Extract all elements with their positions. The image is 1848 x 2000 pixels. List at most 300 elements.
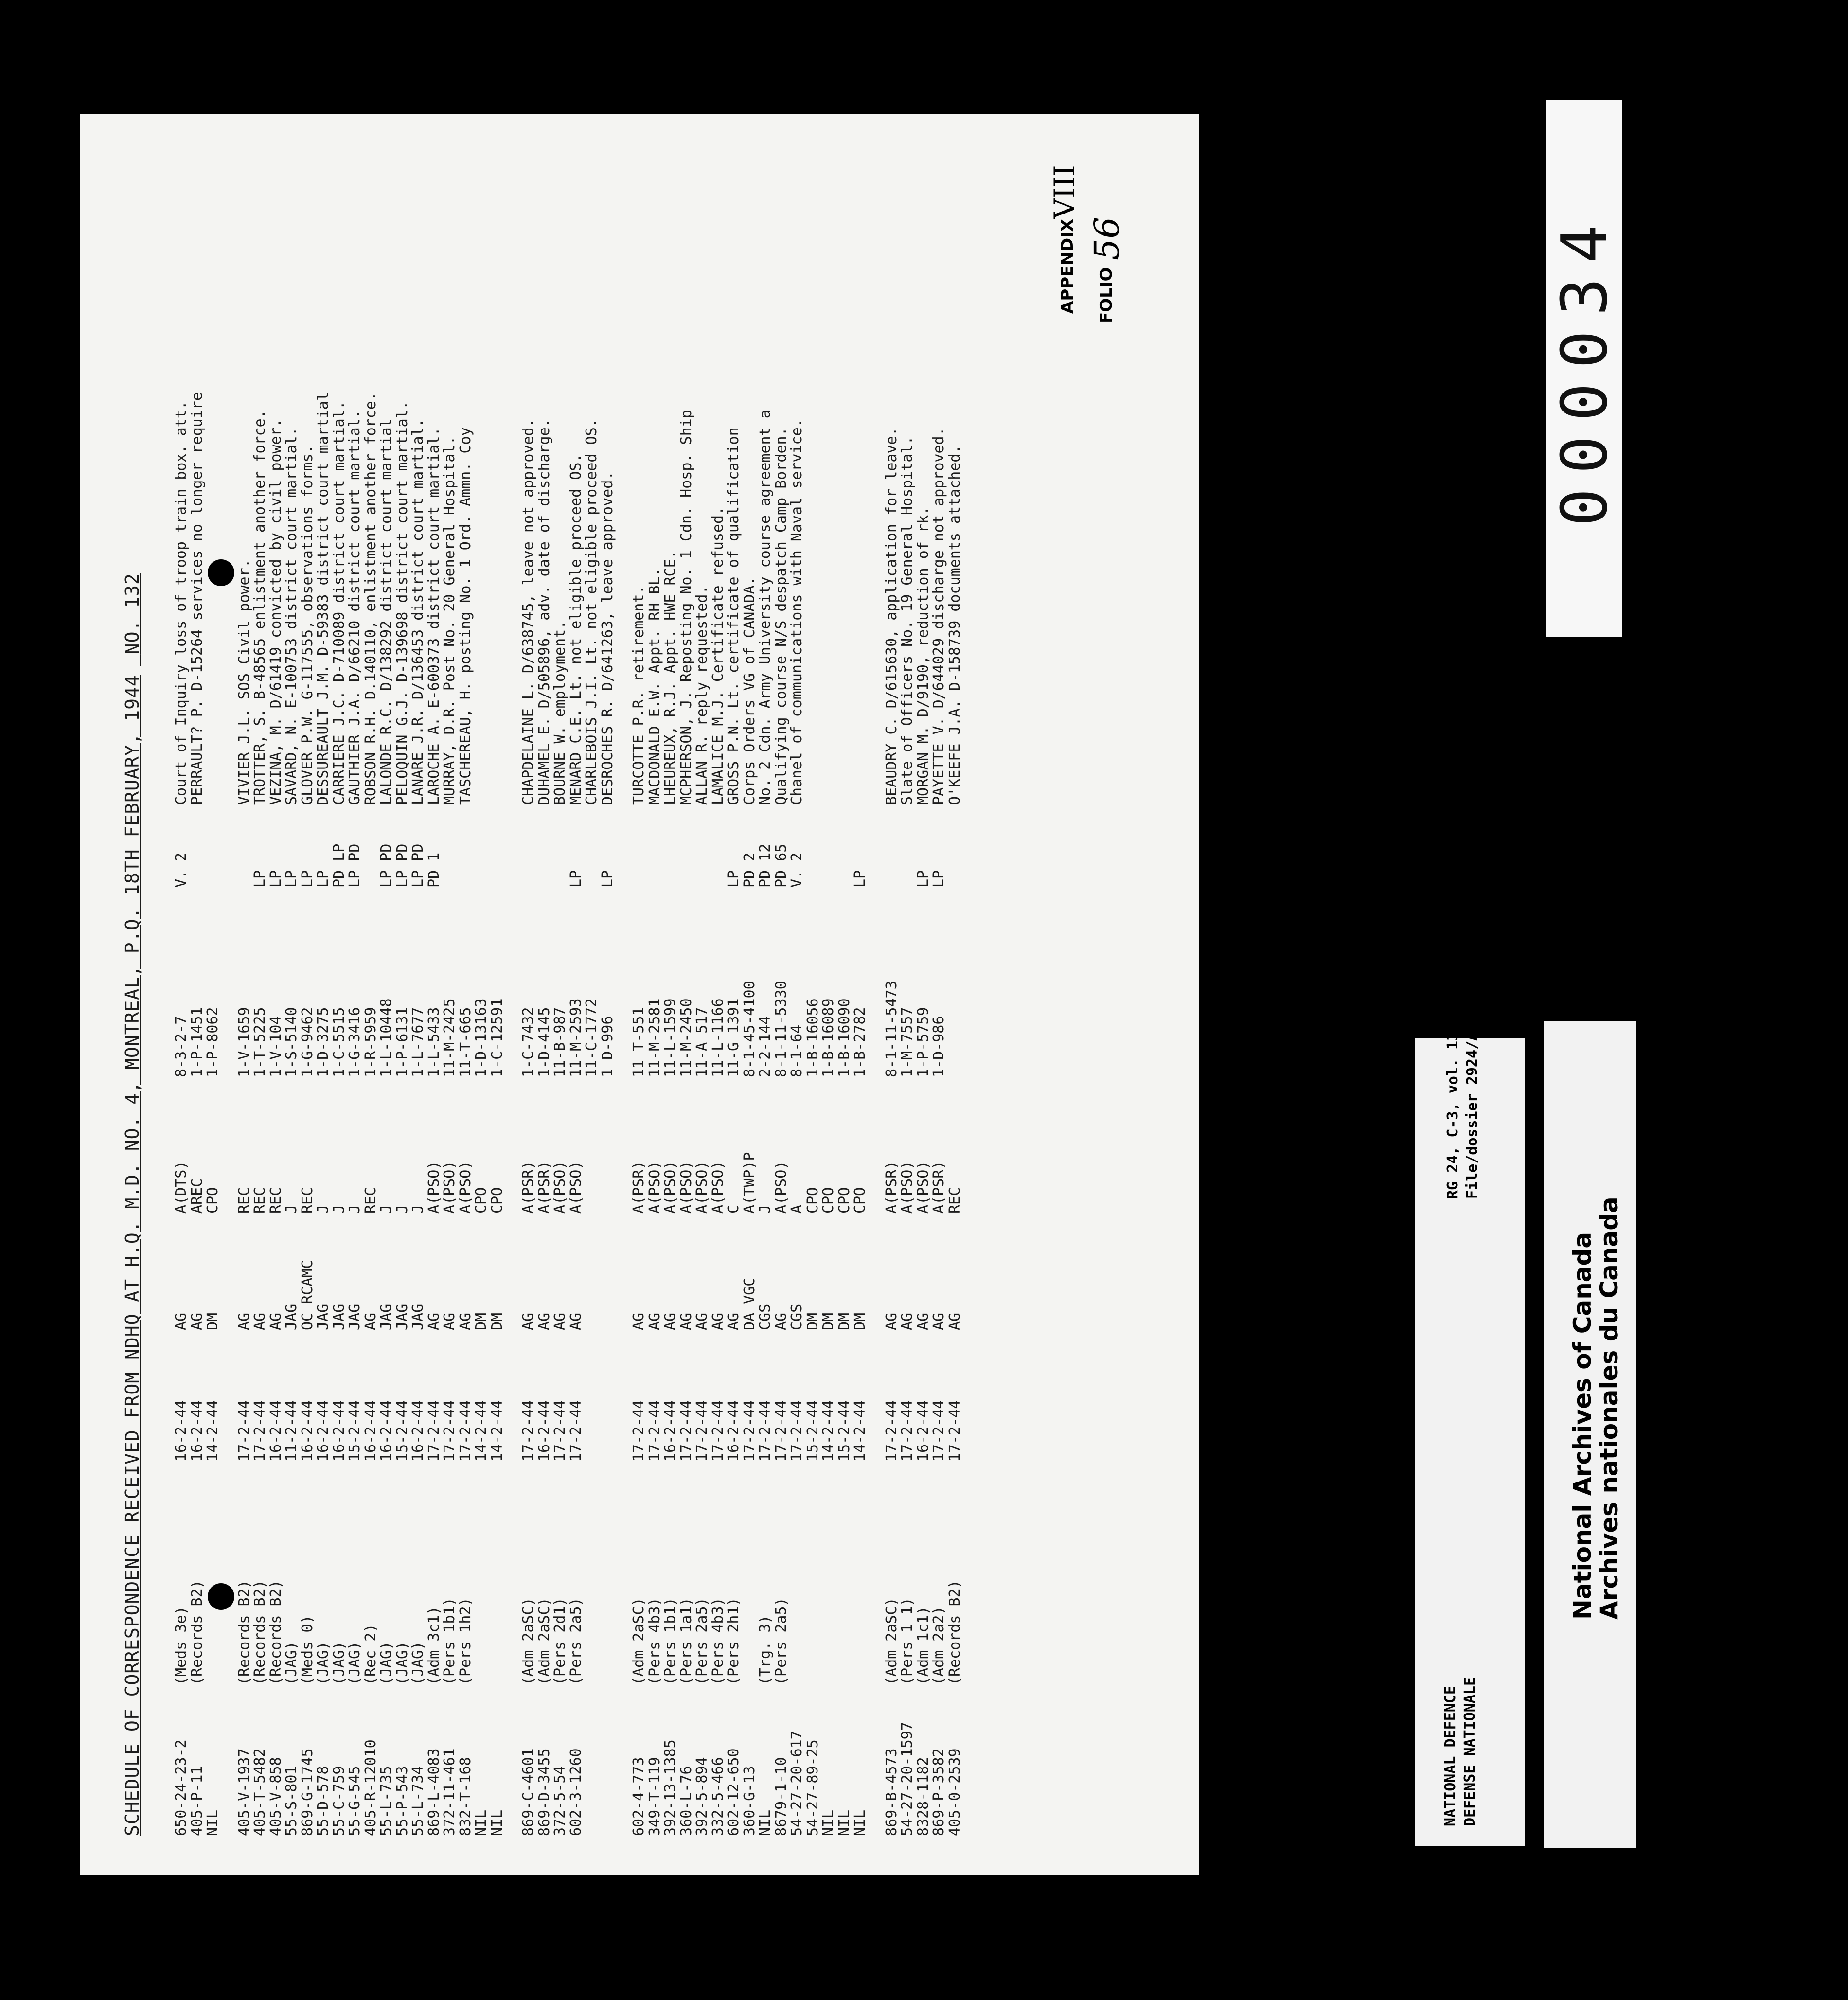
cell-file: 8679-1-10: [772, 1757, 790, 1836]
cell-from: AG: [567, 1312, 585, 1330]
cell-file: 372-5-54: [551, 1766, 569, 1836]
cell-no: 1-D-4145: [535, 1007, 553, 1077]
table-row: [693, 163, 710, 1836]
cell-subj: TURCOTTE P.R. retirement.: [630, 585, 647, 805]
appendix-label: APPENDIX: [1058, 219, 1077, 314]
cell-file: NIL: [852, 1809, 869, 1836]
cell-no: 8-1-11-5473: [883, 981, 900, 1077]
cell-from: OC RCAMC: [299, 1260, 316, 1330]
cell-ref: (Pers 2a5): [772, 1597, 790, 1685]
table-row: [299, 163, 315, 1836]
cell-st: LP: [914, 870, 932, 888]
table-row: [599, 163, 615, 1836]
cell-date: 16-2-44: [914, 1400, 932, 1462]
table-row: [852, 163, 868, 1836]
table-row: [536, 163, 552, 1836]
file-reference: File/dossier 2924/A&Q: [1464, 1014, 1481, 1199]
cell-to: J: [346, 1204, 363, 1214]
cell-to: J: [378, 1204, 395, 1214]
stamp-number: 000034: [1547, 210, 1621, 527]
cell-ref: (Pers 1 1): [899, 1597, 916, 1685]
cell-st: PD 65: [772, 843, 790, 888]
cell-subj: Chanel of communications with Naval service.: [788, 418, 805, 805]
cell-ref: (Rec 2): [362, 1624, 379, 1685]
cell-from: CGS: [757, 1304, 774, 1330]
table-row: [173, 163, 189, 1836]
cell-subj: LAMALICE M.J. Certificate refused.: [709, 506, 727, 805]
cell-date: 17-2-44: [520, 1400, 537, 1462]
cell-no: 1-B-16056: [804, 998, 821, 1077]
cell-file: 55-G-545: [346, 1766, 363, 1836]
cell-no: 1-G-9462: [299, 1007, 316, 1077]
cell-file: 360-L-76: [677, 1766, 695, 1836]
cell-subj: LAROCHE A. E-600373 district court martial.: [425, 427, 443, 805]
cell-to: J: [330, 1204, 348, 1214]
cell-file: 360-G-13: [741, 1766, 758, 1836]
cell-to: AREC: [188, 1178, 206, 1214]
table-row: [267, 163, 284, 1836]
cell-subj: CARRIERE J.C. D-710089 district court martial.: [330, 401, 348, 805]
cell-to: REC: [251, 1187, 268, 1214]
table-row: [362, 163, 378, 1836]
cell-file: 602-3-1260: [567, 1748, 585, 1836]
cell-date: 16-2-44: [535, 1400, 553, 1462]
table-row: [520, 163, 536, 1836]
cell-to: A(DTS): [173, 1161, 190, 1214]
cell-file: 55-C-759: [330, 1766, 348, 1836]
cell-file: 869-B-4573: [883, 1748, 900, 1836]
table-row: [426, 163, 442, 1836]
cell-date: 11-2-44: [283, 1400, 300, 1462]
cell-subj: MURRAY, D.R. Post No. 20 General Hospital.: [441, 436, 458, 805]
cell-date: 16-2-44: [173, 1400, 190, 1462]
cell-from: AG: [709, 1312, 727, 1330]
table-row: [441, 163, 457, 1836]
cell-st: LP: [283, 870, 300, 888]
cell-no: 11-M-2425: [441, 998, 458, 1077]
cell-to: CPO: [804, 1187, 821, 1214]
cell-date: 14-2-44: [473, 1400, 490, 1462]
cell-no: 8-1-11-5330: [772, 981, 790, 1077]
table-row: [236, 163, 252, 1836]
cell-file: 405-0-2539: [946, 1748, 963, 1836]
cell-from: DA VGC: [741, 1277, 758, 1330]
cell-from: AG: [441, 1312, 458, 1330]
cell-ref: (JAG): [378, 1641, 395, 1685]
cell-file: NIL: [820, 1809, 837, 1836]
rg-reference: RG 24, C-3, vol. 13948: [1444, 1005, 1461, 1199]
schedule-heading: [122, 231, 143, 1836]
cell-date: 16-2-44: [299, 1400, 316, 1462]
cell-date: 16-2-44: [662, 1400, 679, 1462]
cell-file: NIL: [488, 1809, 506, 1836]
table-row: [710, 163, 726, 1836]
cell-date: 17-2-44: [741, 1400, 758, 1462]
cell-from: JAG: [283, 1304, 300, 1330]
cell-ref: (Adm 2aSC): [535, 1597, 553, 1685]
cell-to: J: [315, 1204, 332, 1214]
cell-subj: PAYETTE V. D/644029 discharge not approved.: [930, 427, 947, 805]
cell-subj: MCPHERSON, J. Reposting No. 1 Cdn. Hosp. Ship: [677, 410, 695, 805]
cell-date: 17-2-44: [788, 1400, 805, 1462]
cell-file: 405-R-12010: [362, 1739, 379, 1836]
page-stamp: [1546, 100, 1622, 637]
cell-to: A(PSR): [520, 1161, 537, 1214]
cell-subj: Corps Orders VG of CANADA.: [741, 576, 758, 805]
cell-to: A(PSO): [899, 1161, 916, 1214]
cell-from: JAG: [409, 1304, 426, 1330]
cell-from: DM: [804, 1312, 821, 1330]
cell-file: 869-C-4601: [520, 1748, 537, 1836]
cell-no: 8-1-45-4100: [741, 981, 758, 1077]
cell-file: 54-27-20-1597: [899, 1722, 916, 1836]
cell-st: V. 2: [788, 852, 805, 888]
cell-date: 17-2-44: [757, 1400, 774, 1462]
cell-file: 869-P-3582: [930, 1748, 947, 1836]
cell-date: 17-2-44: [567, 1400, 585, 1462]
cell-from: CGS: [788, 1304, 805, 1330]
cell-from: AG: [535, 1312, 553, 1330]
cell-no: 1-P-1451: [188, 1007, 206, 1077]
cell-subj: ALLAN R. reply requested.: [693, 585, 711, 805]
cell-st: LP: [599, 870, 616, 888]
cell-file: 55-S-801: [283, 1766, 300, 1836]
cell-from: AG: [946, 1312, 963, 1330]
cell-st: LP: [567, 870, 585, 888]
cell-from: AG: [188, 1312, 206, 1330]
cell-to: C: [725, 1204, 742, 1214]
cell-ref: (Records B2): [235, 1580, 253, 1685]
cell-file: 332-5-466: [709, 1757, 727, 1836]
cell-to: CPO: [835, 1187, 853, 1214]
cell-ref: (Records B2): [946, 1580, 963, 1685]
cell-from: AG: [251, 1312, 268, 1330]
punch-hole: [208, 1583, 234, 1610]
cell-file: 602-4-773: [630, 1757, 647, 1836]
cell-date: 17-2-44: [693, 1400, 711, 1462]
cell-to: A(PSR): [535, 1161, 553, 1214]
cell-to: A(PSO): [457, 1161, 474, 1214]
cell-from: DM: [852, 1312, 869, 1330]
cell-subj: CHAPDELAINE L. D/638745, leave not approved.: [520, 418, 537, 805]
table-row: [915, 163, 931, 1836]
dept-en: NATIONAL DEFENCE: [1442, 1686, 1459, 1826]
cell-to: J: [393, 1204, 411, 1214]
folio-number: 56: [1087, 216, 1127, 260]
table-row: [646, 163, 662, 1836]
cell-file: 349-T-119: [646, 1757, 663, 1836]
cell-no: 8-3-2-7: [173, 1016, 190, 1077]
cell-file: 55-D-578: [315, 1766, 332, 1836]
table-row: [725, 163, 741, 1836]
cell-subj: GAUTHIER J.A. D/66210 district court martial.: [346, 410, 363, 805]
cell-to: A(PSO): [551, 1161, 569, 1214]
cell-no: 8-1-64: [788, 1024, 805, 1077]
cell-date: 17-2-44: [677, 1400, 695, 1462]
cell-ref: (Adm 2aSC): [883, 1597, 900, 1685]
cell-subj: VEZINA, M. D/61419 convicted by civil power.: [267, 418, 284, 805]
cell-file: NIL: [473, 1809, 490, 1836]
document-page: [80, 114, 1199, 1875]
cell-ref: (Records B2): [267, 1580, 284, 1685]
cell-st: V. 2: [173, 852, 190, 888]
table-row: [788, 163, 804, 1836]
cell-date: 15-2-44: [835, 1400, 853, 1462]
cell-to: REC: [362, 1187, 379, 1214]
archives-fr: Archives nationales du Canada: [1595, 1196, 1623, 1620]
cell-no: 1-R-5959: [362, 1007, 379, 1077]
cell-from: AG: [425, 1312, 443, 1330]
cell-to: A(PSO): [646, 1161, 663, 1214]
cell-ref: (Pers 2d1): [551, 1597, 569, 1685]
cell-from: DM: [204, 1312, 221, 1330]
table-row: [394, 163, 410, 1836]
cell-file: NIL: [204, 1809, 221, 1836]
cell-to: J: [409, 1204, 426, 1214]
table-row: [583, 163, 599, 1836]
cell-date: 17-2-44: [551, 1400, 569, 1462]
cell-date: 17-2-44: [709, 1400, 727, 1462]
cell-no: 11-C-1772: [583, 998, 600, 1077]
cell-ref: (Adm 2a2): [930, 1606, 947, 1685]
cell-to: A(PSR): [930, 1161, 947, 1214]
cell-no: 11-L-1599: [662, 998, 679, 1077]
cell-subj: Court of Inquiry loss of troop train box. att.: [173, 401, 190, 805]
archives-en: National Archives of Canada: [1568, 1232, 1597, 1620]
cell-ref: (Records B2): [188, 1580, 206, 1685]
cell-st: PD 12: [757, 843, 774, 888]
cell-no: 11-M-2593: [567, 998, 585, 1077]
cell-ref: (Pers 2h1): [725, 1597, 742, 1685]
cell-no: 1-P-8062: [204, 1007, 221, 1077]
cell-to: A: [788, 1204, 805, 1214]
table-row: [757, 163, 773, 1836]
cell-no: 1 D-996: [599, 1016, 616, 1077]
cell-st: PD LP: [330, 843, 348, 888]
cell-ref: (Pers 4b3): [646, 1597, 663, 1685]
cell-no: 11-L-1166: [709, 998, 727, 1077]
cell-no: 11-M-2450: [677, 998, 695, 1077]
cell-no: 1-D-3275: [315, 1007, 332, 1077]
table-row: [315, 163, 331, 1836]
cell-to: J: [283, 1204, 300, 1214]
cell-subj: VIVIER J.L. SOS Civil power.: [235, 559, 253, 805]
cell-ref: (Adm 3c1): [425, 1606, 443, 1685]
cell-st: LP: [299, 870, 316, 888]
cell-no: 11-T-665: [457, 1007, 474, 1077]
cell-file: 405-P-11: [188, 1766, 206, 1836]
cell-st: LP: [251, 870, 268, 888]
cell-file: 869-G-1745: [299, 1748, 316, 1836]
appendix-number: VIII: [1048, 165, 1081, 219]
archive-reference-label: [1415, 1005, 1525, 1846]
cell-from: DM: [473, 1312, 490, 1330]
cell-from: AG: [677, 1312, 695, 1330]
cell-date: 17-2-44: [457, 1400, 474, 1462]
cell-file: 650-24-23-2: [173, 1739, 190, 1836]
cell-to: A(PSO): [567, 1161, 585, 1214]
cell-subj: Slate of Officers No. 19 General Hospital.: [899, 436, 916, 805]
cell-from: AG: [725, 1312, 742, 1330]
cell-no: 1-T-5225: [251, 1007, 268, 1077]
cell-ref: (JAG): [393, 1641, 411, 1685]
cell-file: 405-V-1937: [235, 1748, 253, 1836]
cell-ref: (Adm 2aSC): [520, 1597, 537, 1685]
table-row: [473, 163, 489, 1836]
cell-file: 55-P-543: [393, 1766, 411, 1836]
cell-file: 392-5-894: [693, 1757, 711, 1836]
cell-to: CPO: [488, 1187, 506, 1214]
cell-st: LP: [930, 870, 947, 888]
table-row: [378, 163, 394, 1836]
table-row: [409, 163, 426, 1836]
cell-no: 1-M-7557: [899, 1007, 916, 1077]
cell-to: A(PSR): [883, 1161, 900, 1214]
cell-date: 15-2-44: [804, 1400, 821, 1462]
cell-to: A(PSO): [425, 1161, 443, 1214]
cell-from: AG: [630, 1312, 647, 1330]
cell-from: AG: [772, 1312, 790, 1330]
cell-subj: GLOVER P.W. G-117555, observations forms.: [299, 445, 316, 805]
cell-date: 15-2-44: [393, 1400, 411, 1462]
cell-to: CPO: [852, 1187, 869, 1214]
cell-ref: (Meds 3e): [173, 1606, 190, 1685]
cell-subj: DESROCHES R. D/641263, leave approved.: [599, 471, 616, 805]
cell-subj: MENARD C.E. Lt. not eligible proceed OS.: [567, 453, 585, 805]
cell-to: CPO: [204, 1187, 221, 1214]
cell-to: REC: [267, 1187, 284, 1214]
cell-no: 2-2-144: [757, 1016, 774, 1077]
cell-to: A(PSO): [914, 1161, 932, 1214]
cell-subj: BEAUDRY C. D/615630, application for leave.: [883, 427, 900, 805]
cell-st: LP: [725, 870, 742, 888]
cell-date: 17-2-44: [646, 1400, 663, 1462]
cell-date: 14-2-44: [852, 1400, 869, 1462]
cell-subj: MACDONALD E.W. Appt. RH BL.: [646, 568, 663, 805]
correspondence-table: [173, 163, 962, 1836]
cell-from: JAG: [346, 1304, 363, 1330]
cell-no: 11-M-2581: [646, 998, 663, 1077]
cell-no: 1-D-986: [930, 1016, 947, 1077]
cell-ref: (JAG): [409, 1641, 426, 1685]
cell-no: 1-D-13163: [473, 998, 490, 1077]
cell-ref: (Pers 2a5): [567, 1597, 585, 1685]
cell-date: 14-2-44: [820, 1400, 837, 1462]
cell-no: 11-G 1391: [725, 998, 742, 1077]
cell-subj: MORGAN M. D/9190, reduction of rk.: [914, 506, 932, 805]
cell-no: 1-P-5759: [914, 1007, 932, 1077]
cell-date: 15-2-44: [346, 1400, 363, 1462]
cell-no: 1-C-5515: [330, 1007, 348, 1077]
cell-subj: No. 2 Cdn. Army University course agreement a: [757, 410, 774, 805]
cell-st: LP: [315, 870, 332, 888]
table-row: [678, 163, 694, 1836]
cell-no: 1-B-2782: [852, 1007, 869, 1077]
cell-no: 11 T-551: [630, 1007, 647, 1077]
cell-st: LP: [267, 870, 284, 888]
cell-subj: Qualifying course N/S despatch Camp Borden.: [772, 427, 790, 805]
cell-no: 11-A 517: [693, 1007, 711, 1077]
cell-date: 17-2-44: [630, 1400, 647, 1462]
cell-from: AG: [235, 1312, 253, 1330]
schedule-number: NO. 132: [122, 573, 143, 655]
cell-no: 1-L-10448: [378, 998, 395, 1077]
cell-date: 14-2-44: [204, 1400, 221, 1462]
cell-ref: (Pers 1b1): [662, 1597, 679, 1685]
cell-from: JAG: [393, 1304, 411, 1330]
cell-subj: SAVARD, N. E-100753 district court martial.: [283, 427, 300, 805]
cell-date: 17-2-44: [251, 1400, 268, 1462]
table-row: [899, 163, 915, 1836]
table-row: [804, 163, 820, 1836]
table-row: [283, 163, 299, 1836]
cell-no: 1-G-3416: [346, 1007, 363, 1077]
cell-to: CPO: [820, 1187, 837, 1214]
table-row: [568, 163, 584, 1836]
cell-file: 869-D-3455: [535, 1748, 553, 1836]
table-row: [930, 163, 946, 1836]
cell-to: A(PSO): [709, 1161, 727, 1214]
cell-from: AG: [362, 1312, 379, 1330]
cell-from: AG: [930, 1312, 947, 1330]
cell-to: REC: [299, 1187, 316, 1214]
cell-to: J: [757, 1204, 774, 1214]
table-row: [457, 163, 473, 1836]
cell-subj: LANARE J.R. D/136453 district court martial.: [409, 418, 426, 805]
cell-to: A(PSO): [662, 1161, 679, 1214]
appendix-mark: [1048, 163, 1140, 435]
cell-ref: (JAG): [283, 1641, 300, 1685]
cell-to: A(PSO): [441, 1161, 458, 1214]
cell-from: AG: [267, 1312, 284, 1330]
cell-ref: (Pers 2a5): [693, 1597, 711, 1685]
document-content: [80, 114, 1199, 1875]
cell-date: 16-2-44: [378, 1400, 395, 1462]
cell-no: 1-L-5433: [425, 1007, 443, 1077]
folio-label: FOLIO: [1097, 267, 1116, 323]
cell-ref: (Pers 1a1): [677, 1597, 695, 1685]
cell-to: REC: [946, 1187, 963, 1214]
cell-file: 372-11-461: [441, 1748, 458, 1836]
cell-no: 1-C-12591: [488, 998, 506, 1077]
cell-subj: PELOQUIN G.J. D-139698 district court martial.: [393, 401, 411, 805]
cell-ref: (JAG): [330, 1641, 348, 1685]
cell-date: 16-2-44: [409, 1400, 426, 1462]
cell-st: PD 2: [741, 852, 758, 888]
cell-no: 1-B-16090: [835, 998, 853, 1077]
cell-from: AG: [662, 1312, 679, 1330]
cell-ref: (Pers 1h2): [457, 1597, 474, 1685]
cell-file: 602-12-650: [725, 1748, 742, 1836]
cell-subj: LALONDE R.C. D/138292 district court martial: [378, 418, 395, 805]
table-row: [741, 163, 757, 1836]
cell-from: AG: [551, 1312, 569, 1330]
cell-subj: TROTTER, S. B-48565 enlistment another force.: [251, 410, 268, 805]
cell-ref: (Pers 4b3): [709, 1597, 727, 1685]
cell-subj: O'KEEFE J.A. D-158739 documents attached.: [946, 445, 963, 805]
cell-subj: CHARLEBOIS J.I. Lt. not eligible proceed OS.: [583, 418, 600, 805]
cell-st: LP PD: [409, 843, 426, 888]
cell-date: 16-2-44: [188, 1400, 206, 1462]
cell-ref: (Adm 2aSC): [630, 1597, 647, 1685]
table-row: [946, 163, 962, 1836]
cell-from: AG: [457, 1312, 474, 1330]
cell-no: 1-P-6131: [393, 1007, 411, 1077]
cell-file: 832-T-168: [457, 1757, 474, 1836]
cell-date: 17-2-44: [883, 1400, 900, 1462]
table-row: [346, 163, 362, 1836]
cell-from: JAG: [378, 1304, 395, 1330]
